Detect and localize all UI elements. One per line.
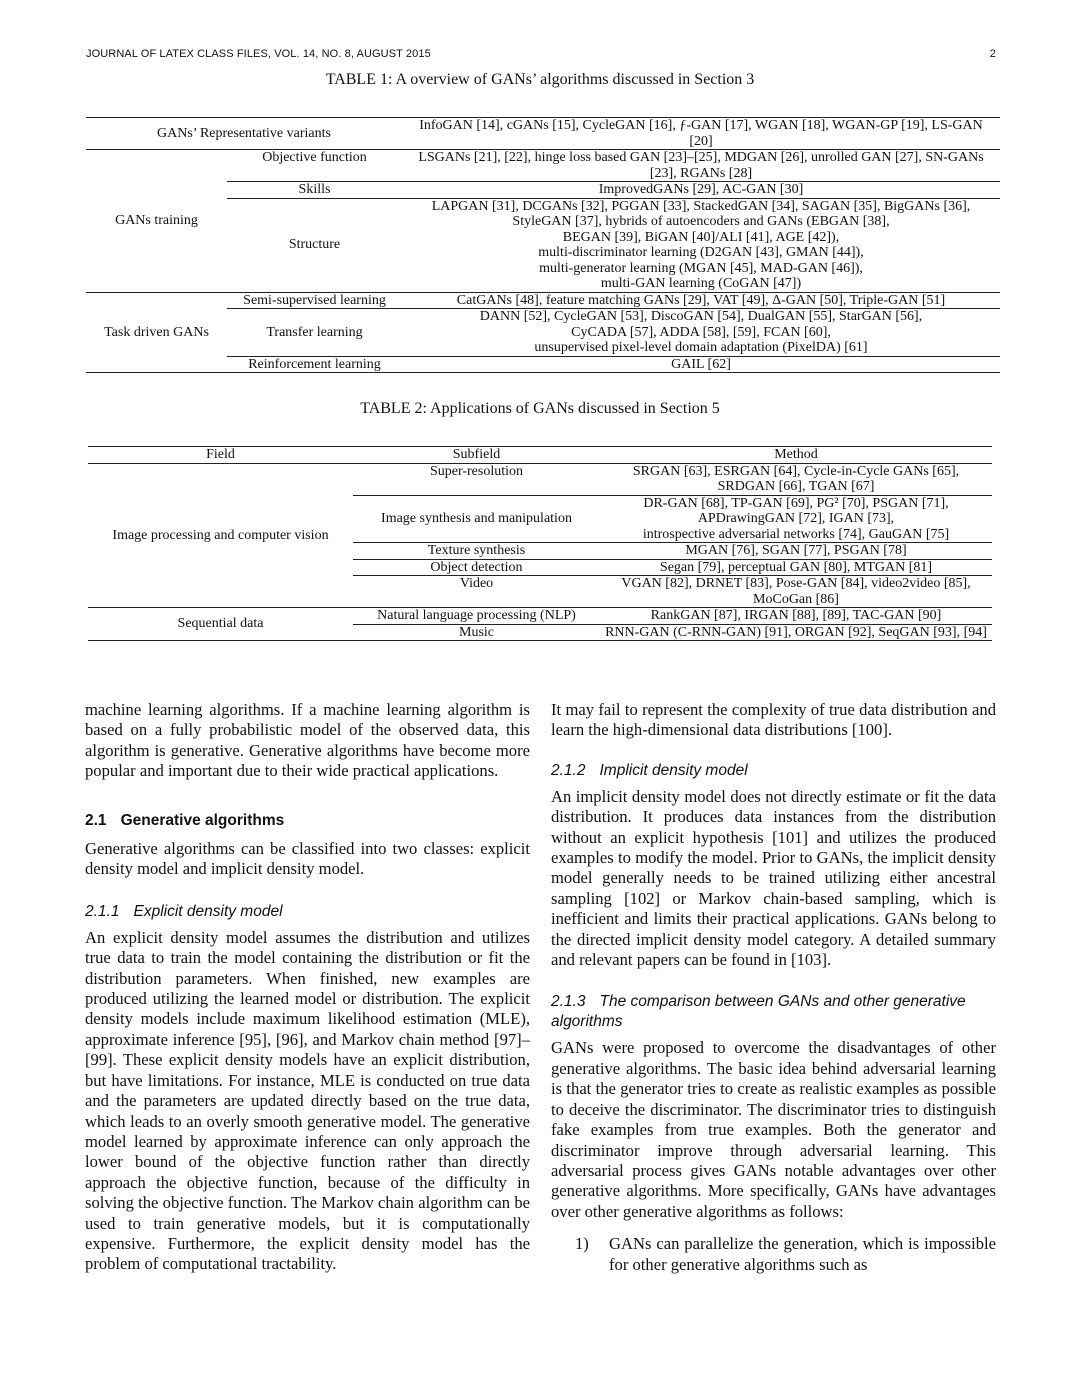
cell-line: multi-generator learning (MGAN [45], MAD-GAN [46]), (539, 260, 863, 276)
table-row (86, 150, 1000, 182)
table-cell: Skills (298, 182, 331, 197)
table-cell: Sequential data (177, 616, 264, 632)
running-header (86, 48, 996, 64)
table-cell: LSGANs [21], [22], hinge loss based GAN [23]–[25], MDGAN [26], unrolled GAN [27], SN-GANs [23], RGANs [28] (418, 150, 984, 181)
section-number: 2.1 (85, 811, 107, 829)
table-cell: SRGAN [63], ESRGAN [64], Cycle-in-Cycle GANs [65], SRDGAN [66], TGAN [67] (632, 463, 960, 494)
table-cell: Video (459, 576, 494, 591)
subsection-number: 2.1.1 (85, 902, 120, 920)
cell-line: unsupervised pixel-level domain adaptation (PixelDA) [61] (534, 340, 868, 355)
subsection-heading (551, 992, 996, 1032)
table-cell: Reinforcement learning (248, 356, 381, 372)
table-cell: MGAN [76], SGAN [77], PSGAN [78] (685, 543, 907, 558)
cell-line: DR-GAN [68], TP-GAN [69], PG² [70], PSGAN [71], (643, 495, 949, 511)
paragraph: GANs were proposed to overcome the disadvantages of other generative algorithms. The basic idea behind adversarial learning is that the generator tries to create as realistic examples as possible to deceive the discriminator. The discriminator tries to distinguish fake examples from true examples. Both the generator and discriminator improve through adversarial learning. This adversarial process gives GANs notable advantages over other generative algorithms. More specifically, GANs have advantages over other generative algorithms as follows: (551, 1038, 996, 1221)
cell-line: BEGAN [39], BiGAN [40]/ALI [41], AGE [42]), (562, 229, 840, 245)
table-cell: CatGANs [48], feature matching GANs [29], VAT [49], Δ-GAN [50], Triple-GAN [51] (456, 292, 946, 308)
journal-header: JOURNAL OF LATEX CLASS FILES, VOL. 14, NO. 8, AUGUST 2015 (86, 48, 431, 60)
list-item-text: GANs can parallelize the generation, which is impossible for other generative algorithms such as (609, 1234, 996, 1274)
table-cell: RNN-GAN (C-RNN-GAN) [91], ORGAN [92], SeqGAN [93], [94] (605, 624, 987, 640)
paragraph: It may fail to represent the complexity of true data distribution and learn the high-dimensional data distributions [100]. (551, 700, 996, 740)
table-cell: RankGAN [87], IRGAN [88], [89], TAC-GAN [90] (650, 608, 942, 623)
table-cell: GANs’ Representative variants (157, 125, 331, 141)
table1-caption: TABLE 1: A overview of GANs’ algorithms discussed in Section 3 (325, 71, 755, 88)
table1 (86, 117, 1000, 373)
table-cell: Task driven GANs (104, 324, 209, 340)
table-cell: GANs training (115, 213, 198, 228)
table-cell: ImprovedGANs [29], AC-GAN [30] (598, 182, 804, 197)
table2-caption: TABLE 2: Applications of GANs discussed in Section 5 (360, 400, 720, 417)
table-cell: Semi-supervised learning (243, 292, 386, 308)
subsection-title: Explicit density model (133, 902, 283, 920)
table-row (88, 608, 992, 625)
cell-line: multi-discriminator learning (D2GAN [43], GMAN [44]), (538, 245, 864, 260)
table-row (86, 292, 1000, 309)
subsection-number: 2.1.3 (551, 993, 586, 1011)
table-cell: Transfer learning (266, 324, 363, 340)
table-cell (402, 198, 1000, 292)
right-column (551, 700, 996, 1275)
table-cell: Natural language processing (NLP) (377, 608, 576, 623)
page-number: 2 (989, 48, 996, 60)
list-number: 1) (575, 1234, 589, 1254)
cell-line: DANN [52], CycleGAN [53], DiscoGAN [54], DualGAN [55], StarGAN [56], (479, 309, 923, 324)
table-row (86, 118, 1000, 150)
subsection-heading (551, 761, 996, 781)
paragraph: An implicit density model does not directly estimate or fit the data distribution. It produces data instances from the distribution without an explicit hypothesis [101] and utilizes the produced examples to modify the model. Prior to GANs, the implicit density model generally needs to be trained utilizing either ancestral sampling [102] or Markov chain-based sampling, which is inefficient and limits their practical applications. GANs belong to the directed implicit density model category. A detailed summary and relevant papers can be found in [103]. (551, 786, 996, 970)
subsection-title: Implicit density model (599, 761, 748, 779)
subsection-heading (85, 902, 530, 922)
cell-line: CyCADA [57], ADDA [58], [59], FCAN [60], (571, 324, 831, 340)
cell-line: multi-GAN learning (CoGAN [47]) (600, 276, 802, 291)
cell-line: LAPGAN [31], DCGANs [32], PGGAN [33], StackedGAN [34], SAGAN [35], BigGANs [36], (431, 198, 971, 214)
list-item (551, 1234, 996, 1275)
subsection-title: The comparison between GANs and other generative algorithms (551, 993, 966, 1031)
table-cell: Music (459, 624, 494, 640)
column-header: Method (774, 447, 818, 462)
table-cell: Image synthesis and manipulation (381, 511, 572, 526)
subsection-number: 2.1.2 (551, 761, 586, 779)
cell-line: introspective adversarial networks [74], GauGAN [75] (642, 526, 950, 542)
section-heading (85, 811, 530, 831)
table-cell: Texture synthesis (427, 543, 526, 558)
table-cell: Structure (288, 237, 341, 253)
cell-line: StyleGAN [37], hybrids of autoencoders and GANs (EBGAN [38], (512, 214, 890, 229)
left-column (85, 700, 530, 1275)
column-header: Field (206, 447, 235, 462)
table-header-row (88, 447, 992, 464)
cell-line: APDrawingGAN [72], IGAN [73], (697, 511, 895, 526)
section-title: Generative algorithms (120, 811, 285, 829)
table-cell: Super-resolution (429, 463, 524, 479)
table-cell: Segan [79], perceptual GAN [80], MTGAN [81] (659, 559, 933, 575)
paragraph: Generative algorithms can be classified into two classes: explicit density model and implicit density model. (85, 839, 530, 879)
table-cell: InfoGAN [14], cGANs [15], CycleGAN [16], ƒ-GAN [17], WGAN [18], WGAN-GP [19], LS-GAN [20] (419, 118, 983, 149)
paragraph: machine learning algorithms. If a machine learning algorithm is based on a fully probabilistic model of the observed data, this algorithm is generative. Generative algorithms have become more popular and important due to their wide practical applications. (85, 700, 530, 781)
table2 (88, 446, 992, 641)
column-header: Subfield (452, 447, 501, 462)
paragraph: An explicit density model assumes the distribution and utilizes true data to train the model containing the distribution or fit the distribution parameters. When finished, new examples are produced utilizing the learned model or distribution. The explicit density models include maximum likelihood estimation (MLE), approximate inference [95], [96], and Markov chain method [97]–[99]. These explicit density models have an explicit distribution, but have limitations. For instance, MLE is conducted on true data and the parameters are updated directly based on the true data, which leads to an overly smooth generative model. The generative model learned by approximate inference can only approach the lower bound of the objective function rather than directly approach the objective function, because of the difficulty in solving the objective function. The Markov chain algorithm can be used to train generative models, but it is computationally expensive. Furthermore, the explicit density model has the problem of computational tractability. (85, 927, 530, 1274)
table-cell: Objective function (262, 150, 367, 165)
table-cell (402, 309, 1000, 357)
table-cell: GAIL [62] (671, 356, 731, 372)
table-cell: Object detection (430, 559, 523, 575)
table-row (88, 463, 992, 495)
table-cell: Image processing and computer vision (88, 463, 353, 608)
table-cell (600, 495, 992, 543)
table-cell: VGAN [82], DRNET [83], Pose-GAN [84], video2video [85], MoCoGan [86] (621, 576, 971, 607)
